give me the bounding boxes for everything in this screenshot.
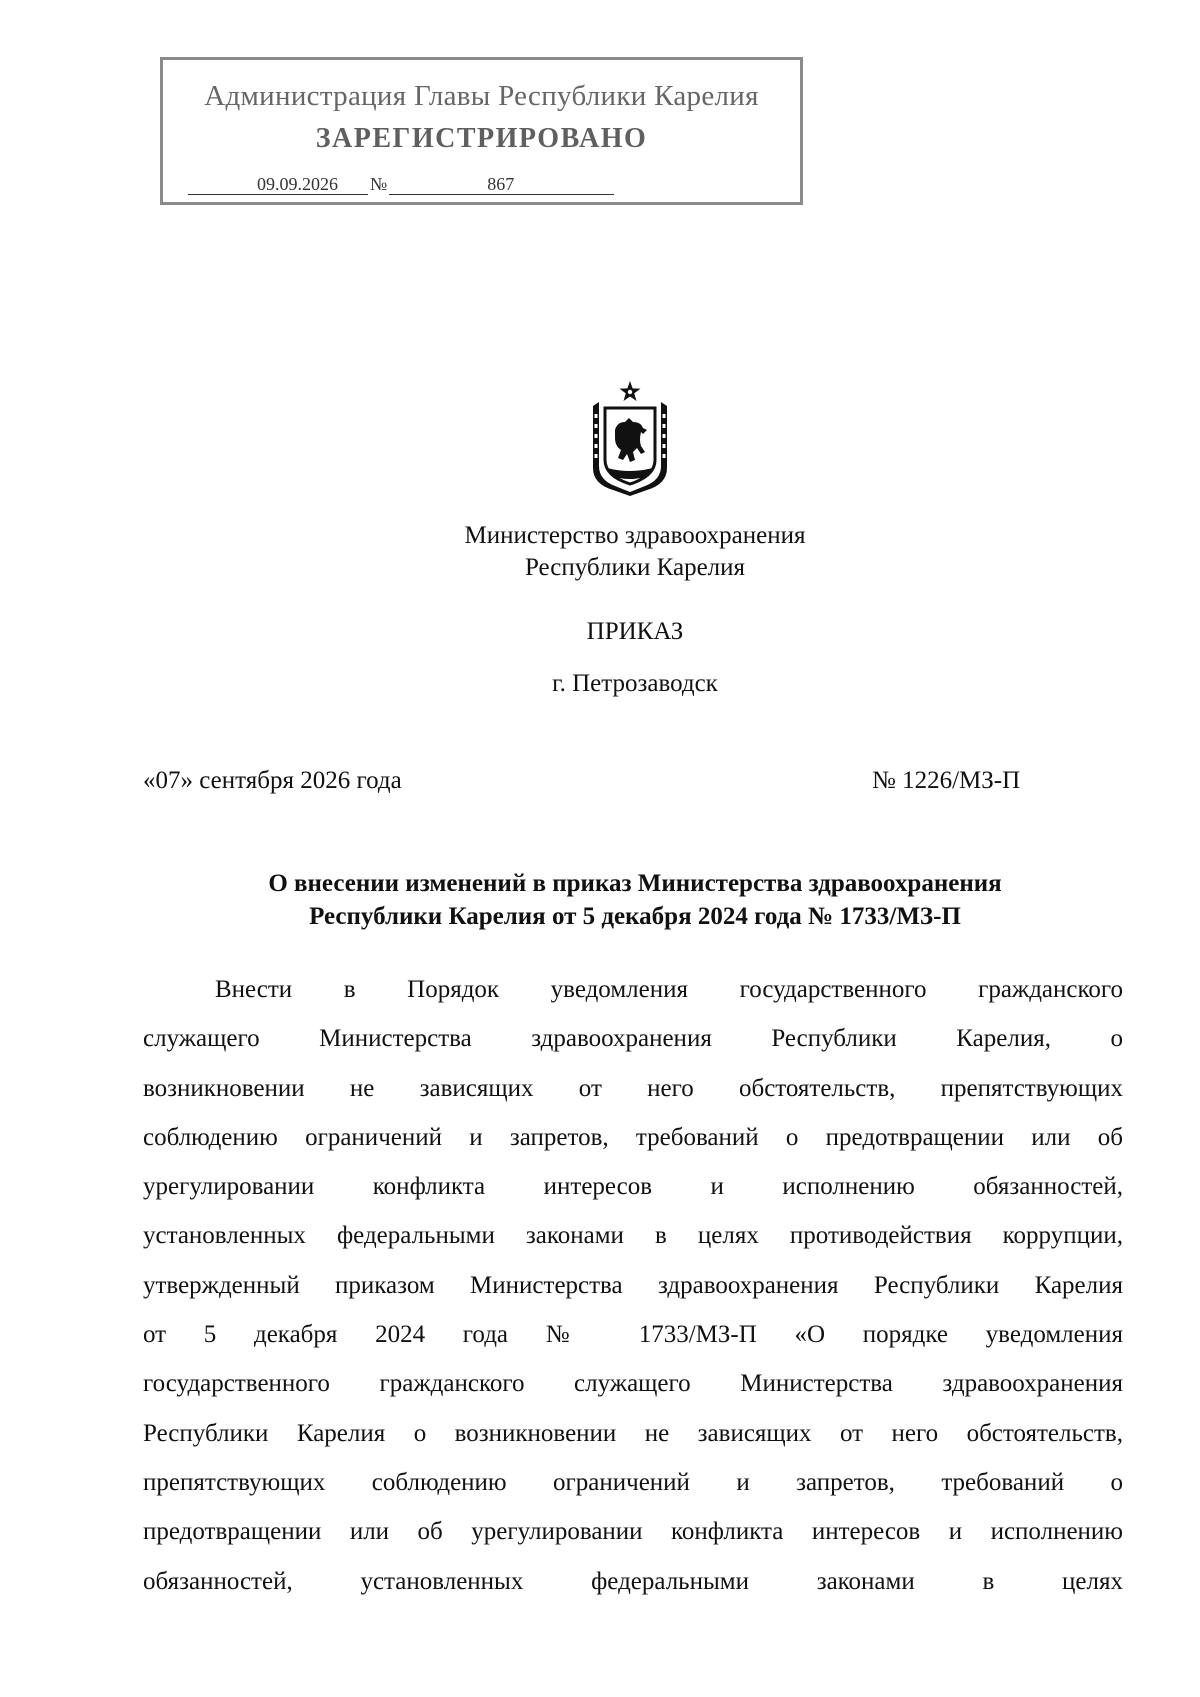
registration-stamp xyxy=(160,57,803,205)
document-title-line2: Республики Карелия от 5 декабря 2024 года № 1733/МЗ-П xyxy=(309,903,961,930)
document-body xyxy=(143,965,1123,1606)
body-line: препятствующих соблюдению ограничений и запретов, требований о xyxy=(143,1468,1123,1496)
stamp-number-sign: № xyxy=(370,174,388,194)
document-date: «07» сентября 2026 года xyxy=(143,767,402,794)
body-line: предотвращении или об урегулировании конфликта интересов и исполнению xyxy=(143,1518,1123,1546)
stamp-number: 867 xyxy=(487,174,515,194)
stamp-registration-line xyxy=(188,174,614,195)
body-line: Республики Карелия о возникновении не зависящих от него обстоятельств, xyxy=(143,1419,1123,1447)
ministry-name-line2: Республики Карелия xyxy=(524,554,746,581)
stamp-status: ЗАРЕГИСТРИРОВАНО xyxy=(315,123,648,154)
stamp-authority: Администрация Главы Республики Карелия xyxy=(204,80,759,112)
body-line: возникновении не зависящих от него обстоятельств, препятствующих xyxy=(143,1074,1123,1102)
document-title-line1: О внесении изменений в приказ Министерства здравоохранения xyxy=(268,870,1002,897)
document-city: г. Петрозаводск xyxy=(552,670,718,697)
stamp-number-field xyxy=(389,174,614,195)
body-line: установленных федеральными законами в целях противодействия коррупции, xyxy=(143,1222,1123,1250)
stamp-date: 09.09.2026 xyxy=(257,174,338,194)
body-line: обязанностей, установленных федеральными законами в целях xyxy=(143,1567,1123,1595)
stamp-date-field xyxy=(188,174,368,195)
body-line: соблюдению ограничений и запретов, требований о предотвращении или об xyxy=(143,1123,1123,1151)
body-line: от 5 декабря 2024 года № 1733/МЗ-П «О порядке уведомления xyxy=(143,1321,1123,1349)
ministry-name-line1: Министерство здравоохранения xyxy=(464,522,806,549)
document-number: № 1226/МЗ-П xyxy=(872,767,1021,794)
body-line: урегулировании конфликта интересов и исполнению обязанностей, xyxy=(143,1173,1123,1201)
body-line: Внести в Порядок уведомления государственного гражданского xyxy=(215,976,1123,1003)
body-line: служащего Министерства здравоохранения Республики Карелия, о xyxy=(143,1025,1123,1053)
body-line: утвержденный приказом Министерства здравоохранения Республики Карелия xyxy=(143,1271,1123,1299)
body-line: государственного гражданского служащего Министерства здравоохранения xyxy=(143,1370,1123,1398)
document-type: ПРИКАЗ xyxy=(586,618,684,645)
karelia-coat-of-arms-icon xyxy=(585,380,675,496)
emblem-star xyxy=(620,381,641,401)
